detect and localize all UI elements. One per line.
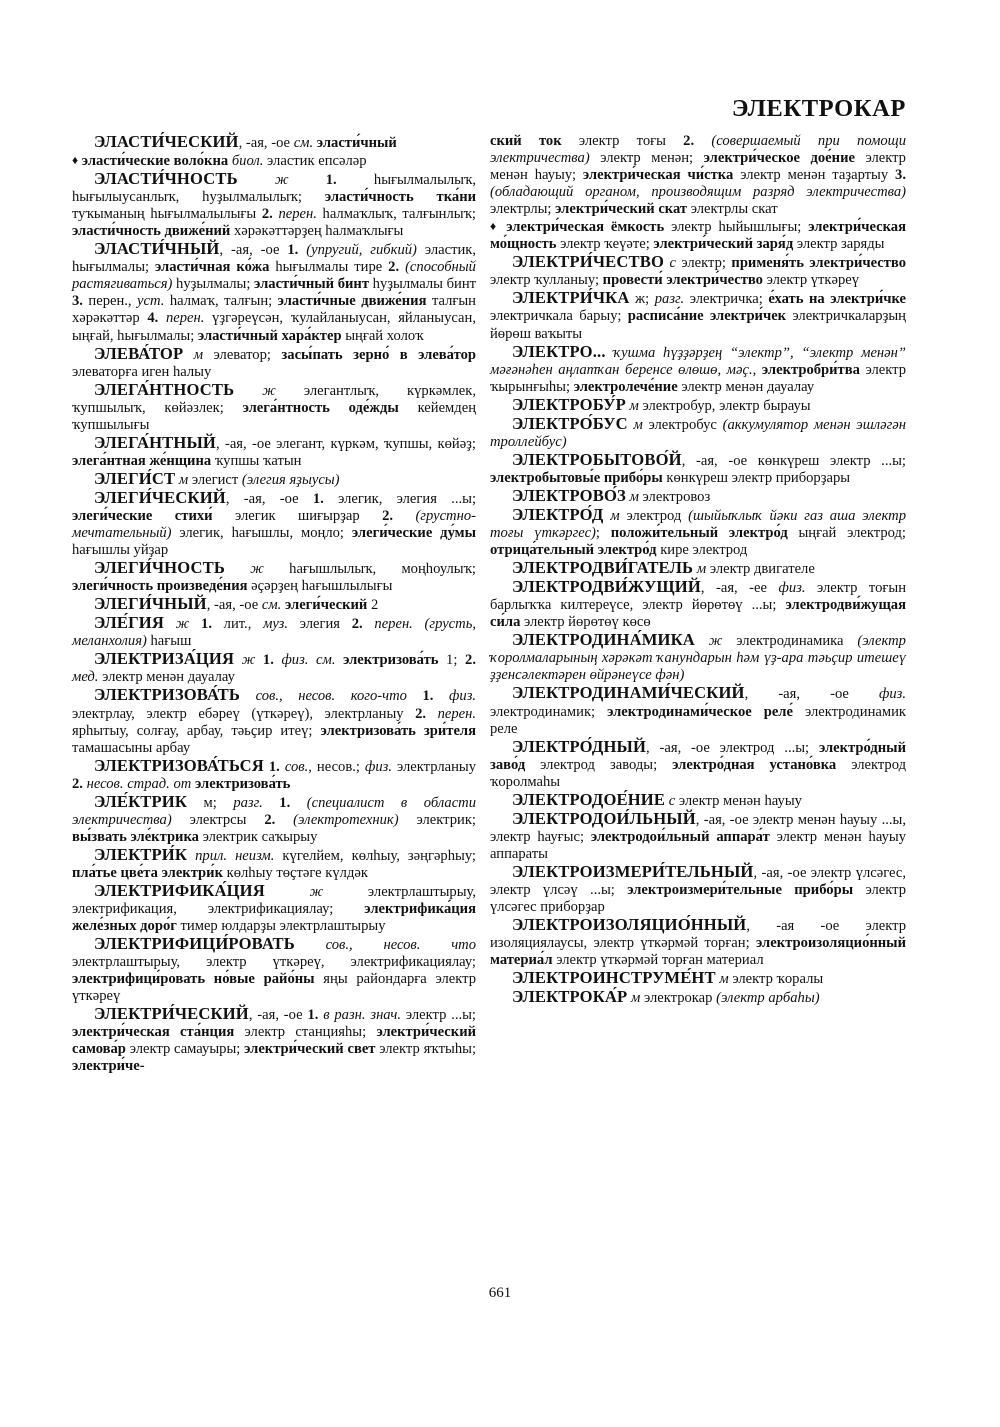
dictionary-entry <box>490 916 906 969</box>
entry-body: м элегист (элегия яҙыусы) <box>178 471 340 488</box>
dictionary-entry <box>490 738 906 791</box>
dictionary-entry <box>72 793 476 846</box>
dictionary-entry <box>72 240 476 344</box>
entry-headword: ЭЛЕКТРО́Д <box>512 504 604 524</box>
entry-headword: ЭЛЕКТРОДВИ́ГАТЕЛЬ <box>512 558 694 578</box>
entry-body: , -ая, -ое 1. элегик, элегия ...ы; элеги́ческие стихи́ элегик шиғырҙар 2. (грустно-мечтательный) элегик, һағышлы, моңло; элеги́ческие ду́мы һағышлы уйҙар <box>72 490 477 559</box>
dictionary-entry <box>490 631 906 684</box>
entry-body: ҡушма һүҙҙәрҙең “электр”, “электр менән” мәғәнәһен аңлатҡан беренсе өлөшө, мәҫ., электробри́тва электр ҡырынғыһы; электролече́ние электр менән дауалау <box>490 344 906 395</box>
dictionary-entry <box>72 882 476 935</box>
entry-headword: ЭЛЕКТРОБУ́Р <box>512 394 626 414</box>
entry-headword: ЭЛЕКТРОВО́З <box>512 485 626 505</box>
dictionary-entry <box>490 810 906 863</box>
dictionary-entry <box>72 170 476 240</box>
dictionary-entry <box>72 650 476 686</box>
entry-body: , -ая, -ое 1. (упругий, гибкий) эластик, һығылмалы; эласти́чная ко́жа һығылмалы тире 2. (способный растягиваться) һуҙылмалы; эласти́чный бинт һуҙылмалы бинт 3. перен., уст. һалмаҡ, талғын; эласти́чные движе́ния талғын хәрәкәттәр 4. перен. үҙгәреүсән, ҡулайланыусан, яйланыусан, ыңғай, һығылмалы; эласти́чный хара́ктер ыңғай холоҡ <box>72 242 477 344</box>
entry-body: ж 1. физ. см. электризова́ть 1; 2. мед. электр менән дауалау <box>72 652 476 686</box>
entry-body: , -ая -ое электр изоляциялаусы, электр үткәрмәй торған; электроизоляцио́нный материа́л электр үткәрмәй торған материал <box>490 918 906 969</box>
entry-headword: ЭЛЕКТРО... <box>512 341 606 361</box>
entry-body: ♦ эласти́ческие воло́кна биол. эластик епсәләр <box>72 153 367 170</box>
dictionary-entry <box>490 559 906 578</box>
entry-headword: ЭЛЕКТРИЗОВА́ТЬСЯ <box>94 755 264 775</box>
entry-body: ж электрлаштырыу, электрификация, электрификациялау; электрифика́ция желе́зных доро́г тимер юлдарҙы электрлаштырыу <box>72 883 476 935</box>
entry-headword: ЭЛЕКТРОИНСТРУМЕ́НТ <box>512 968 716 988</box>
entry-headword: ЭЛЕКТРОДИНА́МИКА <box>512 630 695 650</box>
dictionary-entry <box>490 133 906 218</box>
entry-headword: ЭЛЕ́ГИЯ <box>94 613 164 633</box>
dictionary-entry <box>72 846 476 882</box>
column-left <box>72 133 476 1075</box>
entry-headword: ЭЛЕГИ́ЧНЫЙ <box>94 594 207 614</box>
entry-body: м элеватор; засы́пать зерно́ в элева́тор элеваторға иген һалыу <box>72 346 476 380</box>
entry-headword: ЭЛЕКТРОДОИ́ЛЬНЫЙ <box>512 808 696 828</box>
entry-body: 1. сов., несов.; физ. электрланыу 2. несов. страд. от электризова́ть <box>72 758 476 792</box>
entry-headword: ЭЛЕКТРИ́ЧКА <box>512 288 630 308</box>
entry-headword: ЭЛЕКТРОБЫТОВО́Й <box>512 449 682 469</box>
entry-body: м электр двигателе <box>696 561 815 578</box>
entry-headword: ЭЛЕКТРИ́К <box>94 844 188 864</box>
entry-body: прил. неизм. күгелйем, көлһыу, зәңгәрһыу; пла́тье цве́та электри́к көлһыу төҫтәге күлдәк <box>72 847 476 881</box>
dictionary-entry <box>72 1005 476 1075</box>
entry-headword: ЭЛЕКТРОИЗМЕРИ́ТЕЛЬНЫЙ <box>512 861 754 881</box>
dictionary-entry <box>72 345 476 381</box>
running-head: ЭЛЕКТРОКАР <box>731 95 906 122</box>
entry-body: , -ая, -ое элегант, күркәм, ҡупшы, көйәҙ; элега́нтная же́нщина ҡупшы ҡатын <box>72 435 476 469</box>
dictionary-entry <box>490 506 906 559</box>
dictionary-entry <box>72 757 476 793</box>
entry-body: ♦ электри́ческая ёмкость электр һыйышлығы; электри́ческая мо́щность электр ҡеүәте; электри́ческий заря́д электр заряды <box>490 219 906 253</box>
entry-headword: ЭЛЕГА́НТНОСТЬ <box>94 379 235 399</box>
lozenge-icon: ♦ <box>490 219 500 234</box>
dictionary-entry <box>72 434 476 470</box>
dictionary-entry <box>72 595 476 614</box>
lozenge-icon: ♦ <box>72 153 79 168</box>
entry-headword: ЭЛЕГИ́СТ <box>94 468 176 488</box>
dictionary-entry <box>490 343 906 396</box>
dictionary-entry <box>72 381 476 434</box>
entry-headword: ЭЛЕКТРИ́ЧЕСКИЙ <box>94 1004 249 1024</box>
entry-body: ж элегантлыҡ, күркәмлек, ҡупшылыҡ, көйәзлек; элега́нтность оде́жды кейемдең ҡупшылығы <box>72 382 477 433</box>
column-right <box>490 133 906 1007</box>
entry-headword: ЭЛЕКТРО́ДНЫЙ <box>512 736 647 756</box>
entry-body: , -ая, -ое көнкүреш электр ...ы; электробытовы́е прибо́ры көнкүреш электр приборҙары <box>490 452 906 486</box>
page-number: 661 <box>488 1285 512 1301</box>
entry-body: м электробус (аккумулятор менән эшләгән троллейбус) <box>490 416 906 450</box>
entry-headword: ЭЛЕКТРИ́ЧЕСТВО <box>512 252 665 272</box>
entry-body: м; разг. 1. (специалист в области электричества) электрсы 2. (электротехник) электрик; вы́звать эле́ктрика электрик саҡырыу <box>72 794 477 845</box>
entry-body: ский ток электр тоғы 2. (совершаемый при помощи электричества) электр менән; электри́ческое дое́ние электр менән һауыу; электри́ческая чи́стка электр менән таҙартыу 3. (обладающий органом, производящим разряд электричества) электрлы; электри́ческий скат электрлы скат <box>490 133 906 218</box>
entry-body: , -ая, -ое см. элеги́ческий 2 <box>206 597 379 614</box>
entry-body: ж 1. һығылмалылыҡ, һығылыусанлыҡ, һуҙылмалылыҡ; эласти́чность тка́ни туҡыманың һығылмалылығы 2. перен. һалмаҡлыҡ, талғынлыҡ; эласти́чность движе́ний хәрәкәттәрҙең һалмаҡлығы <box>72 172 477 240</box>
entry-body: м электрод (шыйыҡлыҡ йәки газ аша электр тоғы үткәргес); положи́тельный электро́д ыңғай электрод; отрица́тельный электро́д кире электрод <box>490 507 906 559</box>
entry-headword: ЭЛЕКТРОДВИ́ЖУЩИЙ <box>512 577 701 597</box>
entry-headword: ЭЛЕВА́ТОР <box>94 343 184 363</box>
entry-headword: ЭЛЕКТРИЗА́ЦИЯ <box>94 649 235 669</box>
entry-headword: ЭЛЕГИ́ЧНОСТЬ <box>94 558 225 578</box>
dictionary-entry <box>72 133 476 152</box>
entry-headword: ЭЛЕКТРИФИКА́ЦИЯ <box>94 880 265 900</box>
dictionary-entry <box>72 935 476 1005</box>
entry-headword: ЭЛЕГИ́ЧЕСКИЙ <box>94 487 226 507</box>
dictionary-entry <box>72 489 476 559</box>
entry-body: , -ая, -ое физ. электродинамик; электродинами́ческое реле́ электродинамик реле <box>490 686 906 737</box>
entry-headword: ЭЛАСТИ́ЧНЫЙ <box>94 239 220 259</box>
dictionary-entry <box>490 684 906 737</box>
entry-headword: ЭЛАСТИ́ЧЕСКИЙ <box>94 132 239 151</box>
dictionary-entry <box>490 396 906 415</box>
entry-body: , -ая, -ое электр үлсәгес, электр үлсәү ...ы; электроизмери́тельные прибо́ры электр үлсәгес приборҙар <box>490 864 906 916</box>
dictionary-entry <box>490 791 906 810</box>
entry-headword: ЭЛЕКТРО́БУС <box>512 413 628 433</box>
entry-body: , -ая, -ее физ. электр тоғын барлыҡҡа килтереүсе, электр йөрөтөү ...ы; электродви́жущая си́ла электр йөрөтөү көсө <box>490 580 907 631</box>
entry-body: м электрокар (электр арбаһы) <box>631 990 820 1007</box>
entry-body: сов., несов. что электрлаштырыу, электр үткәреү, электрификациялау; электрифици́ровать но́вые райо́ны яңы райондарға электр үткәреү <box>72 937 477 1005</box>
entry-body: с электр менән һауыу <box>668 792 802 809</box>
entry-body: ж электродинамика (электр ҡоролмаларының хәрәкәт ҡанундарын һәм үҙ-ара тәьҫир итешеү ҙҙенсәлектәрен өйрәнеүсе фән) <box>490 633 906 684</box>
dictionary-entry <box>490 253 906 289</box>
entry-headword: ЭЛЕКТРИЗОВА́ТЬ <box>94 685 240 705</box>
dictionary-entry <box>72 559 476 595</box>
entry-body: , -ая, -ое 1. в разн. знач. электр ...ы; электри́ческая ста́нция электр станцияһы; электри́ческий самова́р электр самауыры; электри́ческий свет электр яҡтыһы; электри́че- <box>72 1007 477 1075</box>
dictionary-entry <box>72 614 476 650</box>
dictionary-entry <box>72 152 476 170</box>
entry-headword: ЭЛЕКТРОДОЕ́НИЕ <box>512 789 666 809</box>
entry-body: с электр; применя́ть электри́чество электр ҡулланыу; провести́ электри́чество электр үткәреү <box>490 255 906 289</box>
entry-body: ж; разг. электричка; е́хать на электри́чке электричкала барыу; расписа́ние электри́чек электричкаларҙың йөрөш ваҡыты <box>490 291 906 342</box>
entry-body: м электр ҡоралы <box>719 971 824 988</box>
entry-body: сов., несов. кого-что 1. физ. электрлау, электр ебәреү (үткәреү), электрланыу 2. перен. ярһытыу, солғау, арбау, тәьҫир итеү; электризова́ть зри́теля тамашасыны арбау <box>72 688 477 756</box>
entry-headword: ЭЛЕКТРОКА́Р <box>512 987 628 1007</box>
entry-headword: ЭЛЕКТРИФИЦИ́РОВАТЬ <box>94 934 295 954</box>
dictionary-entry <box>490 969 906 988</box>
dictionary-entry <box>490 487 906 506</box>
entry-headword: ЭЛЕКТРОИЗОЛЯЦИО́ННЫЙ <box>512 915 747 935</box>
entry-headword: ЭЛЕ́КТРИК <box>94 791 188 811</box>
dictionary-entry <box>490 863 906 916</box>
dictionary-entry <box>490 988 906 1007</box>
dictionary-entry <box>72 686 476 756</box>
entry-body: ж һағышлылыҡ, моңһоулыҡ; элеги́чность произведе́ния әҫәрҙең һағышлылығы <box>72 561 476 595</box>
dictionary-entry <box>490 578 906 631</box>
entry-body: , -ая, -ое см. эласти́чный <box>238 135 397 151</box>
dictionary-entry <box>490 289 906 342</box>
entry-body: ж 1. лит., муз. элегия 2. перен. (грусть, меланхолия) һағыш <box>72 616 476 650</box>
text-columns <box>72 133 906 1278</box>
dictionary-entry <box>72 470 476 489</box>
entry-body: , -ая, -ое электр менән һауыу ...ы, электр һауғыс; электродои́льный аппара́т электр менән һауыу аппараты <box>490 811 906 862</box>
dictionary-entry <box>490 451 906 487</box>
entry-body: м электробур, электр бырауы <box>629 397 811 414</box>
dictionary-entry <box>490 218 906 253</box>
entry-headword: ЭЛЕГА́НТНЫЙ <box>94 432 216 452</box>
entry-body: м электровоз <box>629 488 711 505</box>
entry-body: , -ая, -ое электрод ...ы; электро́дный заво́д электрод заводы; электро́дная устано́вка электрод ҡоролмаһы <box>490 739 907 790</box>
entry-headword: ЭЛЕКТРОДИНАМИ́ЧЕСКИЙ <box>512 683 745 703</box>
entry-headword: ЭЛАСТИ́ЧНОСТЬ <box>94 169 238 189</box>
dictionary-entry <box>490 415 906 451</box>
